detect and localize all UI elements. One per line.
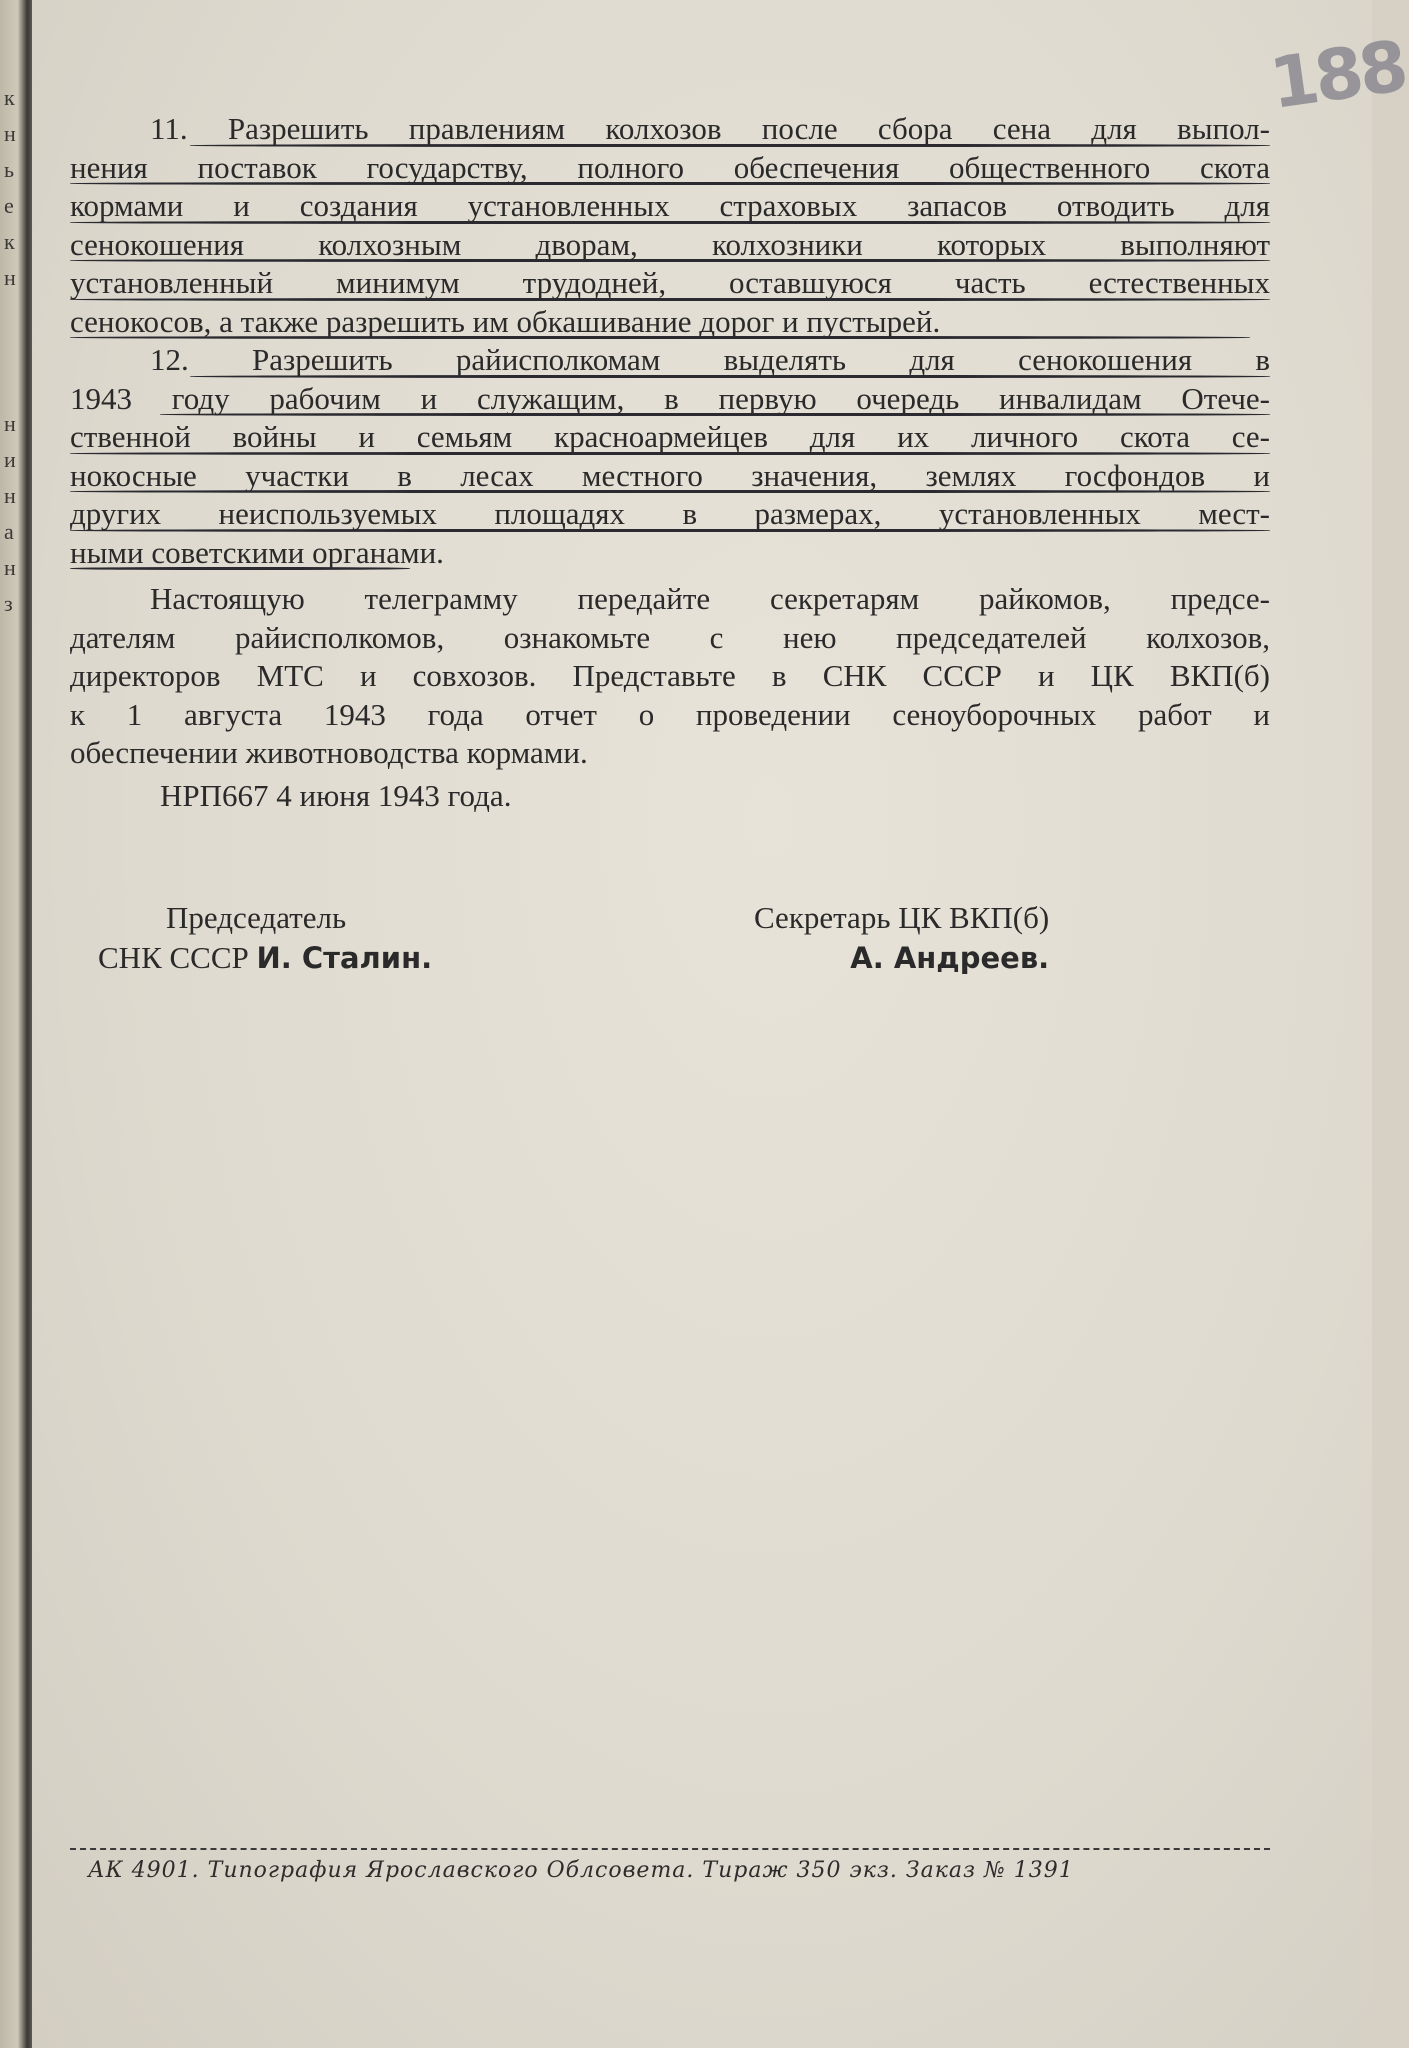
text-line: установленный минимум трудодней, оставшуюся часть естественных (70, 265, 1270, 300)
text-line: 12. Разрешить райисполкомам выделять для сенокошения в (150, 342, 1270, 377)
signature-title: Председатель (166, 900, 347, 935)
text-line: ными советскими органами. (70, 534, 444, 570)
signature-secretary (754, 898, 1049, 978)
text-line: 1943 году рабочим и служащим, в первую очередь инвалидам Отече- (70, 380, 1270, 416)
printer-imprint: АК 4901. Типография Ярославского Облсовета. Тираж 350 экз. Заказ № 1391 (88, 1858, 1074, 1883)
spine-letter: ь (4, 157, 15, 182)
spine-letter: н (4, 121, 16, 146)
signature-chairman (98, 898, 432, 978)
text-line: директоров МТС и совхозов. Представьте в СНК СССР и ЦК ВКП(б) (70, 658, 1270, 693)
spine-letter: н (4, 265, 16, 290)
spine-letter: а (4, 519, 14, 544)
spine-letter: н (4, 483, 16, 508)
document-page (32, 0, 1409, 2048)
spine-letters (4, 80, 18, 622)
signature-name: А. Андреев. (850, 941, 1050, 975)
footer-divider (70, 1848, 1270, 1850)
text-line: дателям райисполкомов, ознакомьте с нею председателей колхозов, (70, 619, 1270, 655)
text-line: 11. Разрешить правлениям колхозов после сбора сена для выпол- (150, 111, 1270, 146)
telegram-reference-date: НРП667 4 июня 1943 года. (160, 778, 512, 813)
spine-letter: з (4, 591, 13, 616)
spine-letter: е (4, 193, 14, 218)
text-line: сенокошения колхозным дворам, колхозники которых выполняют (70, 226, 1270, 262)
paragraph-11 (70, 110, 1270, 341)
spine-letter: н (4, 555, 16, 580)
signature-org: СНК СССР (98, 940, 249, 975)
signature-line (98, 938, 432, 978)
paragraph-12 (70, 341, 1270, 572)
text-line: нения поставок государству, полного обеспечения общественного скота (70, 149, 1270, 185)
text-line: ственной войны и семьям красноармейцев для их личного скота се- (70, 419, 1270, 454)
text-line: кормами и создания установленных страховых запасов отводить для (70, 188, 1270, 223)
paragraph-closing (70, 580, 1270, 773)
spine-letter: и (4, 447, 16, 472)
spine-letter: к (4, 85, 15, 110)
text-line: к 1 августа 1943 года отчет о проведении сеноуборочных работ и (70, 696, 1270, 732)
book-spine (0, 0, 32, 2048)
spine-letter: к (4, 229, 15, 254)
signature-name: И. Сталин. (256, 941, 433, 975)
text-line: сенокосов, а также разрешить им обкашивание дорог и пустырей. (70, 303, 1270, 342)
signature-title: Секретарь ЦК ВКП(б) (754, 900, 1050, 935)
spine-letter: н (4, 411, 16, 436)
archive-page-number: 188 (1264, 25, 1409, 125)
paragraph-gap (70, 572, 1270, 580)
text-line: других неиспользуемых площадях в размерах, установленных мест- (70, 496, 1270, 531)
text-line: нокосные участки в лесах местного значения, землях госфондов и (70, 457, 1270, 493)
text-line: Настоящую телеграмму передайте секретарям райкомов, предсе- (150, 581, 1270, 616)
spine-gap (4, 296, 18, 406)
text-line: обеспечении животноводства кормами. (70, 735, 588, 770)
telegram-body (70, 110, 1270, 773)
